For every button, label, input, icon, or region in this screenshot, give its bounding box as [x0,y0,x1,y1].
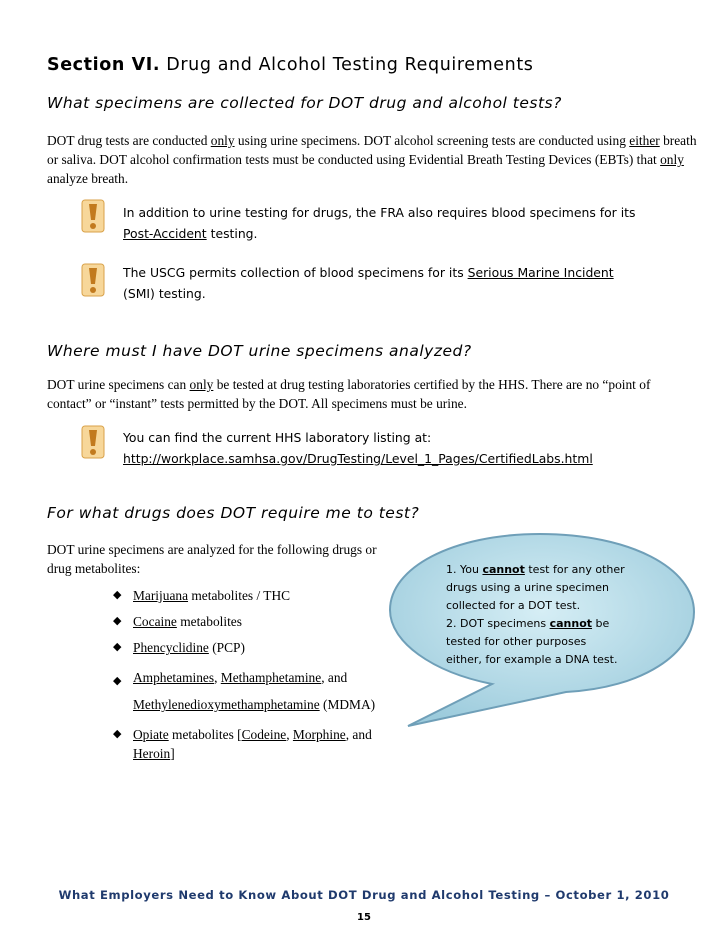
diamond-bullet-icon: ◆ [113,675,122,687]
hhs-lab-link[interactable]: http://workplace.samhsa.gov/DrugTesting/Level_1_Pages/CertifiedLabs.html [123,451,593,466]
drugs-paragraph: DOT urine specimens are analyzed for the following drugs or drug metabolites: [47,542,377,576]
diamond-bullet-icon: ◆ [113,728,122,740]
specimens-paragraph: DOT drug tests are conducted only using urine specimens. DOT alcohol screening tests are conducted using either breath or saliva. DOT alcohol confirmation tests must be conducted using Evidential Breath Testing Devices (EBTs) that only analyze breath. [47,133,697,186]
list-item: ◆ Marijuana metabolites / THC [113,588,291,603]
warning-note-icon [80,424,106,460]
page-footer: What Employers Need to Know About DOT Drug and Alcohol Testing – October 1, 2010 [58,888,670,902]
bubble-text: 1. You cannot test for any other drugs using a urine specimen collected for a DOT test. 2. DOT specimens cannot be tested for other purposes either, for example a DNA test. [446,563,625,666]
hhs-lab-note: You can find the current HHS laboratory listing at: http://workplace.samhsa.gov/DrugTesting/Level_1_Pages/CertifiedLabs.html [123,430,593,466]
diamond-bullet-icon: ◆ [113,615,122,627]
page-number: 15 [357,912,371,923]
list-item: ◆ Cocaine metabolites [113,614,242,629]
diamond-bullet-icon: ◆ [113,589,122,601]
drug-list [113,586,403,770]
section-heading [47,55,534,75]
warning-note-icon [80,262,106,298]
question-heading-specimens: What specimens are collected for DOT drug and alcohol tests? [47,94,562,112]
list-item: ◆ Opiate metabolites [Codeine, Morphine, and Heroin] [113,727,372,761]
diamond-bullet-icon: ◆ [113,641,122,653]
question-heading-drugs: For what drugs does DOT require me to test? [47,504,420,522]
fra-blood-note: In addition to urine testing for drugs, the FRA also requires blood specimens for its Post-Accident testing. [123,205,636,241]
list-item: ◆ Amphetamines, Methamphetamine, and Methylenedioxymethamphetamine (MDMA) [113,670,376,712]
list-item: ◆ Phencyclidine (PCP) [113,640,245,655]
question-heading-analysis: Where must I have DOT urine specimens analyzed? [47,342,472,360]
uscg-blood-note: The USCG permits collection of blood specimens for its Serious Marine Incident (SMI) testing. [123,265,614,301]
section-label: Section VI. [47,55,161,75]
analysis-paragraph: DOT urine specimens can only be tested at drug testing laboratories certified by the HHS. There are no “point of contact” or “instant” tests permitted by the DOT. All specimens must be urine. [47,377,651,411]
section-title: Drug and Alcohol Testing Requirements [166,55,534,75]
warning-note-icon [80,198,106,234]
